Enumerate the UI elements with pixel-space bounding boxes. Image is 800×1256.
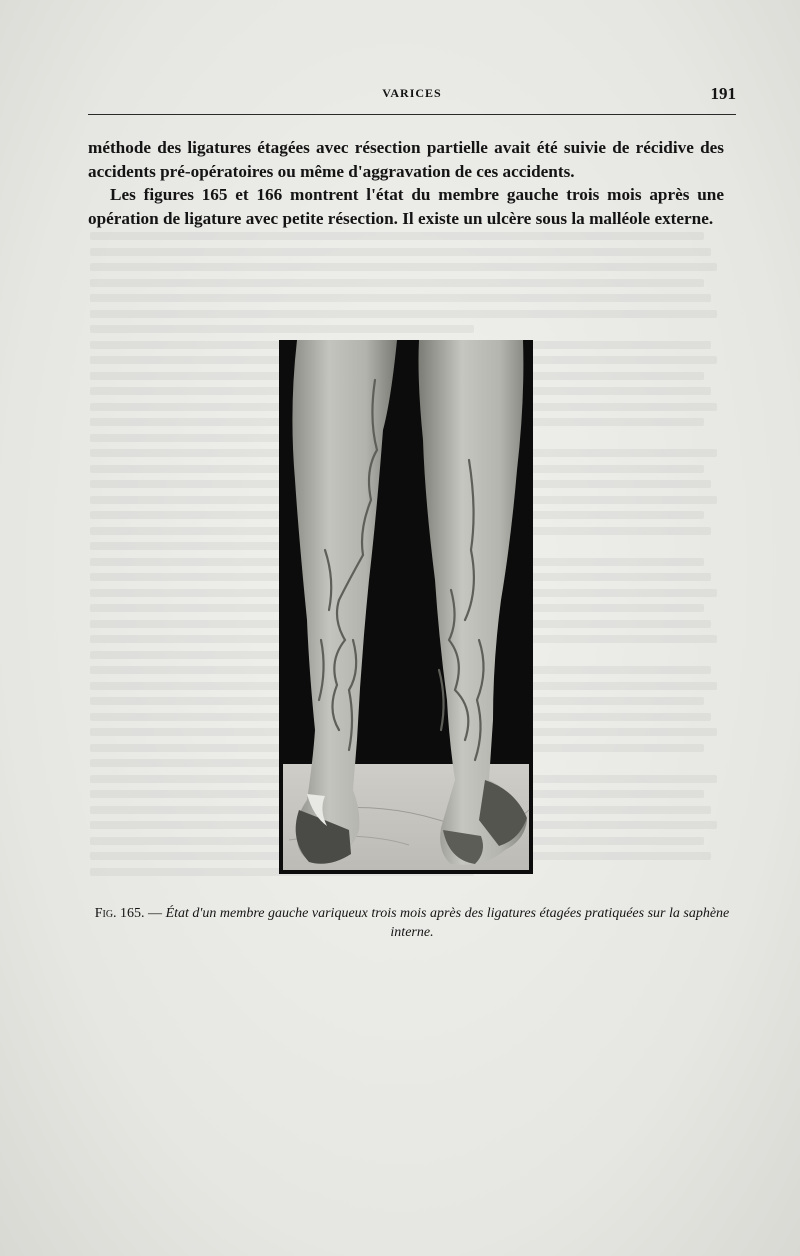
running-title: VARICES [382, 86, 442, 100]
bleed-line [90, 294, 711, 302]
header-rule [88, 114, 736, 115]
bleed-line [90, 248, 711, 256]
page-header [88, 84, 736, 108]
bleed-line [90, 263, 717, 271]
body-text [88, 136, 724, 230]
paragraph-figures: Les figures 165 et 166 montrent l'état du membre gauche trois mois après une opération de ligature avec petite résection. Il existe un ulcère sous la malléole externe. [88, 185, 724, 228]
figure-label: Fig. 165. — [94, 906, 163, 921]
figure-caption-text: État d'un membre gauche variqueux trois mois après des ligatures étagées pratiquées sur la saphène interne. [165, 906, 730, 940]
paragraph-continuation: méthode des ligatures étagées avec résection partielle avait été suivie de récidive des accidents pré-opératoires ou même d'aggravation de ces accidents. [88, 138, 724, 181]
bleed-line [90, 310, 717, 318]
legs-photo [279, 340, 533, 874]
bleed-line [90, 325, 474, 333]
figure-photograph [279, 340, 533, 874]
page-number: 191 [710, 84, 736, 103]
bleed-line [90, 232, 704, 240]
figure-caption [88, 904, 736, 942]
bleed-line [90, 279, 704, 287]
